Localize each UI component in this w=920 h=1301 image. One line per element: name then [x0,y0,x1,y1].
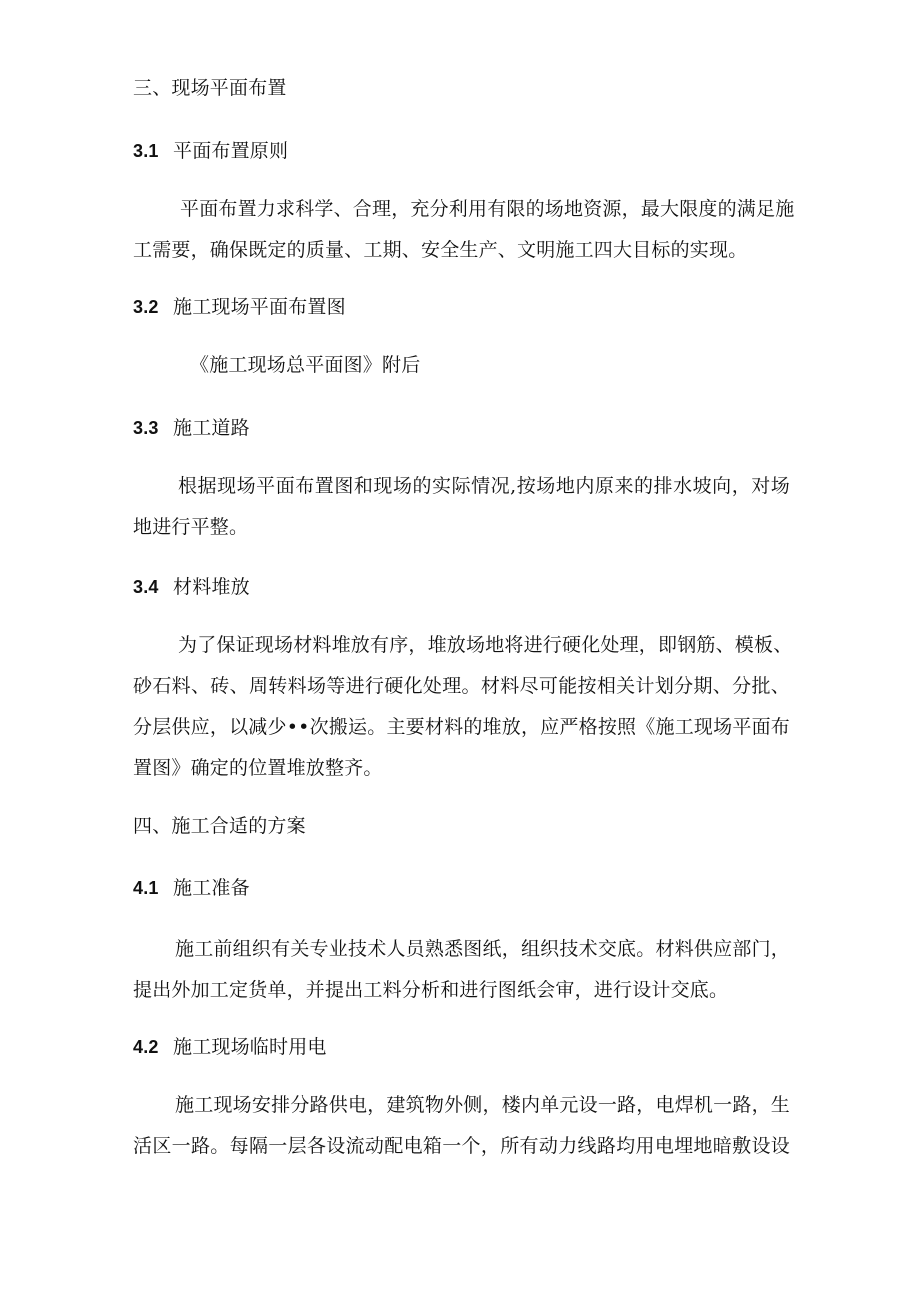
subsection-title: 材料堆放 [173,576,250,598]
section-heading-4: 四、施工合适的方案 [133,815,306,837]
paragraph-line: 《施工现场总平面图》附后 [190,354,421,376]
subsection-number: 3.2 [133,297,159,317]
paragraph-line: 施工现场安排分路供电，建筑物外侧，楼内单元设一路，电焊机一路，生 [175,1094,790,1116]
subsection-number: 3.4 [133,577,159,597]
paragraph-line: 砂石料、砖、周转料场等进行硬化处理。材料尽可能按相关计划分期、分批、 [133,675,790,697]
paragraph-line: 提出外加工定货单，并提出工料分析和进行图纸会审，进行设计交底。 [133,979,729,1001]
subsection-heading-3-2 [133,295,346,319]
subsection-heading-4-2 [133,1035,327,1059]
subsection-heading-4-1 [133,876,250,900]
subsection-title: 平面布置原则 [173,140,289,162]
subsection-number: 4.1 [133,878,159,898]
paragraph-line: 置图》确定的位置堆放整齐。 [133,757,383,779]
subsection-title: 施工道路 [173,417,250,439]
paragraph-line: 地进行平整。 [133,516,249,538]
paragraph-line: 根据现场平面布置图和现场的实际情况,按场地内原来的排水坡向，对场 [178,475,790,497]
paragraph-line: 工需要，确保既定的质量、工期、安全生产、文明施工四大目标的实现。 [133,239,748,261]
section-heading-3: 三、现场平面布置 [133,77,287,99]
subsection-number: 3.1 [133,141,159,161]
paragraph-line: 施工前组织有关专业技术人员熟悉图纸，组织技术交底。材料供应部门， [175,938,790,960]
paragraph-line: 平面布置力求科学、合理，充分利用有限的场地资源，最大限度的满足施 [180,198,795,220]
subsection-heading-3-4 [133,575,250,599]
paragraph-line: 分层供应，以减少••次搬运。主要材料的堆放，应严格按照《施工现场平面布 [133,716,790,738]
subsection-heading-3-3 [133,416,250,440]
paragraph-line: 为了保证现场材料堆放有序，堆放场地将进行硬化处理，即钢筋、模板、 [178,634,793,656]
subsection-title: 施工现场临时用电 [173,1036,327,1058]
paragraph-line: 活区一路。每隔一层各设流动配电箱一个，所有动力线路均用电埋地暗敷设设 [133,1135,790,1157]
subsection-number: 4.2 [133,1037,159,1057]
subsection-heading-3-1 [133,139,288,163]
subsection-title: 施工现场平面布置图 [173,296,346,318]
subsection-title: 施工准备 [173,877,250,899]
subsection-number: 3.3 [133,418,159,438]
